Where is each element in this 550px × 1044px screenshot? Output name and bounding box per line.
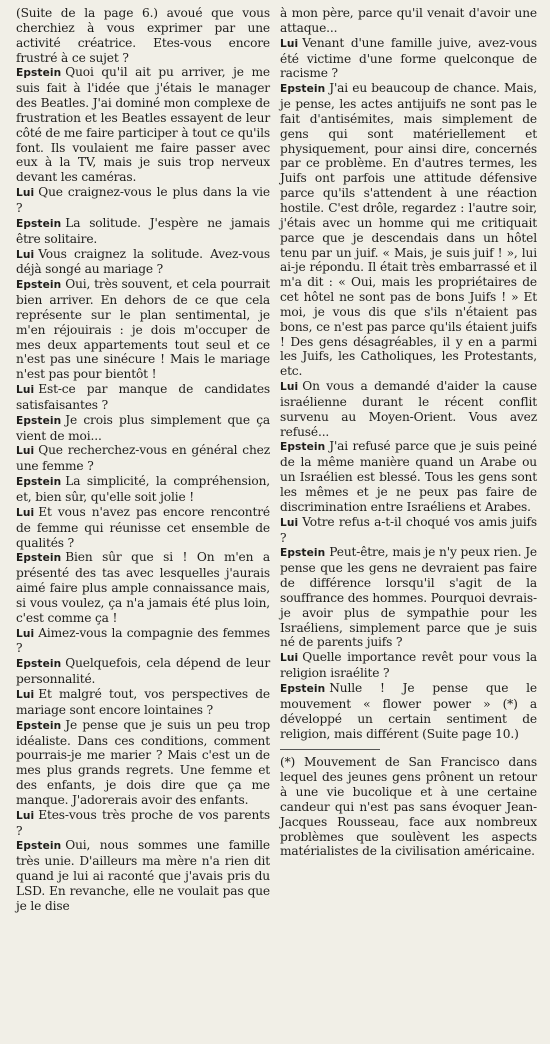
paragraph-text: Venant d'une famille juive, avez-vous été victime d'une forme quelconque de racisme ?	[280, 35, 537, 81]
paragraph-text: Et malgré tout, vos perspectives de mariage sont encore lointaines ?	[16, 686, 270, 717]
footnote-divider	[280, 749, 380, 750]
speaker-label: Lui	[16, 248, 35, 261]
speaker-label: Lui	[16, 187, 35, 200]
paragraph-text: On vous a demandé d'aider la cause israélienne durant le récent conflit survenu au Moyen-Orient. Vous avez refusé...	[280, 379, 537, 439]
paragraph-text: Peut-être, mais je n'y peux rien. Je pense que les gens ne devraient pas faire de différence lorsqu'il s'agit de la souffrance des hommes. Pourquoi devrais-je avoir plus de sympathie pour les Israéliens, simplement parce que je suis né de parents juifs ?	[280, 545, 537, 650]
speaker-label: Epstein	[16, 552, 62, 565]
speaker-label: Epstein	[280, 441, 326, 454]
speaker-label: Epstein	[280, 83, 326, 96]
paragraph	[16, 550, 270, 625]
speaker-label: Epstein	[16, 840, 62, 853]
paragraph	[280, 6, 537, 36]
paragraph	[16, 413, 270, 444]
paragraph-text: Quelle importance revêt pour vous la religion israélite ?	[280, 650, 537, 681]
speaker-label: Lui	[16, 627, 35, 640]
paragraph-text: La simplicité, la compréhension, et, bien sûr, qu'elle soit jolie !	[16, 474, 270, 504]
speaker-label: Lui	[16, 445, 35, 458]
paragraph	[16, 474, 270, 505]
speaker-label: Lui	[280, 37, 299, 50]
paragraph	[280, 439, 537, 514]
speaker-label: Lui	[280, 652, 299, 665]
right-column-body	[280, 6, 537, 741]
paragraph-text: Nulle ! Je pense que le mouvement « flower power » (*) a développé un certain sentiment de religion, mais différent (Suite page 10.)	[280, 680, 537, 741]
paragraph-text: Vous craignez la solitude. Avez-vous déjà songé au mariage ?	[16, 246, 270, 277]
speaker-label: Epstein	[16, 476, 62, 489]
speaker-label: Lui	[16, 506, 35, 519]
paragraph	[16, 808, 270, 839]
speaker-label: Lui	[280, 516, 299, 529]
paragraph-text: La solitude. J'espère ne jamais être solitaire.	[16, 215, 270, 246]
paragraph-text: à mon père, parce qu'il venait d'avoir une attaque...	[280, 6, 537, 35]
speaker-label: Epstein	[280, 682, 326, 695]
paragraph	[280, 650, 537, 681]
speaker-label: Lui	[16, 384, 35, 397]
paragraph	[16, 277, 270, 382]
paragraph-text: Que craignez-vous le plus dans la vie ?	[16, 185, 270, 215]
paragraph	[280, 36, 537, 82]
paragraph	[16, 382, 270, 413]
paragraph-text: Je pense que je suis un peu trop idéaliste. Dans ces conditions, comment pourrais-je me marier ? Mais c'est un de mes plus grands regrets. Une femme et des enfants, je dois dire que ça me manque. J'adorerais avoir des enfants.	[16, 717, 270, 807]
paragraph	[16, 247, 270, 278]
speaker-label: Epstein	[16, 658, 62, 671]
paragraph	[16, 216, 270, 247]
speaker-label: Epstein	[16, 279, 62, 292]
paragraph-text: Aimez-vous la compagnie des femmes ?	[16, 625, 270, 656]
paragraph-text: J'ai refusé parce que je suis peiné de la même manière quand un Arabe ou un Israélien est blessé. Tous les gens sont les mêmes et je ne peux pas faire de discrimination entre Israéliens et Arabes.	[280, 439, 537, 514]
paragraph-text: Etes-vous très proche de vos parents ?	[16, 807, 270, 838]
paragraph-text: Je crois plus simplement que ça vient de moi...	[16, 412, 270, 443]
paragraph-text: Est-ce par manque de candidates satisfaisantes ?	[16, 382, 270, 412]
paragraph-text: Bien sûr que si ! On m'en a présenté des tas avec lesquelles j'aurais aimé faire plus ample connaissance mais, si vous voulez, ça n'a jamais été plus loin, c'est comme ça !	[16, 550, 270, 625]
speaker-label: Lui	[16, 688, 35, 701]
speaker-label: Epstein	[16, 414, 62, 427]
paragraph	[280, 545, 537, 650]
paragraph	[280, 515, 537, 546]
paragraph	[16, 687, 270, 718]
footnote: (*) Mouvement de San Francisco dans lequel des jeunes gens prônent un retour à une vie bucolique et à une certaine candeur qui n'est pas sans évoquer Jean-Jacques Rousseau, face aux nombreux problèmes que soulèvent les aspects matérialistes de la civilisation américaine.	[280, 755, 537, 859]
speaker-label: Epstein	[16, 67, 62, 80]
paragraph	[280, 379, 537, 439]
paragraph-text: J'ai eu beaucoup de chance. Mais, je pense, les actes antijuifs ne sont pas le fait d'antisémites, mais simplement de gens qui sont matériellement et physiquement, pour ainsi dire, concernés par ce problème. En d'autres termes, les Juifs ont parfois une attitude défensive parce qu'ils s'attendent à une réaction hostile. C'est drôle, regardez : l'autre soir, j'étais avec un homme qui me critiquait parce que je descendais dans un hôtel tenu par un juif. « Mais, je suis juif ! », lui ai-je répondu. Il était très embarrassé et il m'a dit : « Oui, mais les propriétaires de cet hôtel ne sont pas de bons Juifs ! » Et moi, je vous dis que s'ils n'étaient pas bons, ce n'est pas parce qu'ils étaient juifs ! Des gens désagréables, il y en a parmi les Juifs, les Catholiques, les Protestants, etc.	[280, 81, 537, 379]
paragraph	[280, 81, 537, 379]
paragraph	[16, 838, 270, 913]
paragraph	[16, 65, 270, 185]
right-column	[280, 6, 537, 859]
paragraph-text: Quoi qu'il ait pu arriver, je me suis fait à l'idée que j'étais le manager des Beatles. J'ai dominé mon complexe de frustration et les Beatles essayent de leur côté de me faire participer à tout ce qu'ils font. Ils voulaient me faire passer avec eux à la TV, mais je suis trop nerveux devant les caméras.	[16, 65, 270, 185]
paragraph	[16, 185, 270, 216]
paragraph-text: Que recherchez-vous en général chez une femme ?	[16, 443, 270, 474]
paragraph-text: Oui, très souvent, et cela pourrait bien arriver. En dehors de ce que cela représente sur le plan sentimental, je m'en réjouirais : je dois m'occuper de mes deux appartements tout seul et ce n'est pas une sinécure ! Mais le mariage n'est pas pour bientôt !	[16, 277, 270, 382]
paragraph	[16, 656, 270, 687]
paragraph-text: Et vous n'avez pas encore rencontré de femme qui réunisse cet ensemble de qualités ?	[16, 504, 270, 550]
speaker-label: Lui	[280, 381, 299, 394]
speaker-label: Epstein	[16, 719, 62, 732]
paragraph-text: Oui, nous sommes une famille très unie. D'ailleurs ma mère n'a rien dit quand je lui ai raconté que j'avais pris du LSD. En revanche, elle ne voulait pas que je le dise	[16, 838, 270, 913]
speaker-label: Epstein	[280, 547, 326, 560]
paragraph-text: Votre refus a-t-il choqué vos amis juifs ?	[280, 514, 537, 545]
speaker-label: Lui	[16, 809, 35, 822]
left-column	[16, 6, 270, 914]
paragraph	[16, 6, 270, 65]
paragraph	[16, 626, 270, 657]
speaker-label: Epstein	[16, 217, 62, 230]
paragraph	[16, 718, 270, 808]
paragraph	[16, 505, 270, 551]
paragraph-text: (Suite de la page 6.) avoué que vous cherchiez à vous exprimer par une activité créatrice. Etes-vous encore frustré à ce sujet ?	[16, 6, 270, 65]
paragraph	[16, 443, 270, 474]
paragraph-text: Quelquefois, cela dépend de leur personnalité.	[16, 656, 270, 687]
paragraph	[280, 681, 537, 741]
